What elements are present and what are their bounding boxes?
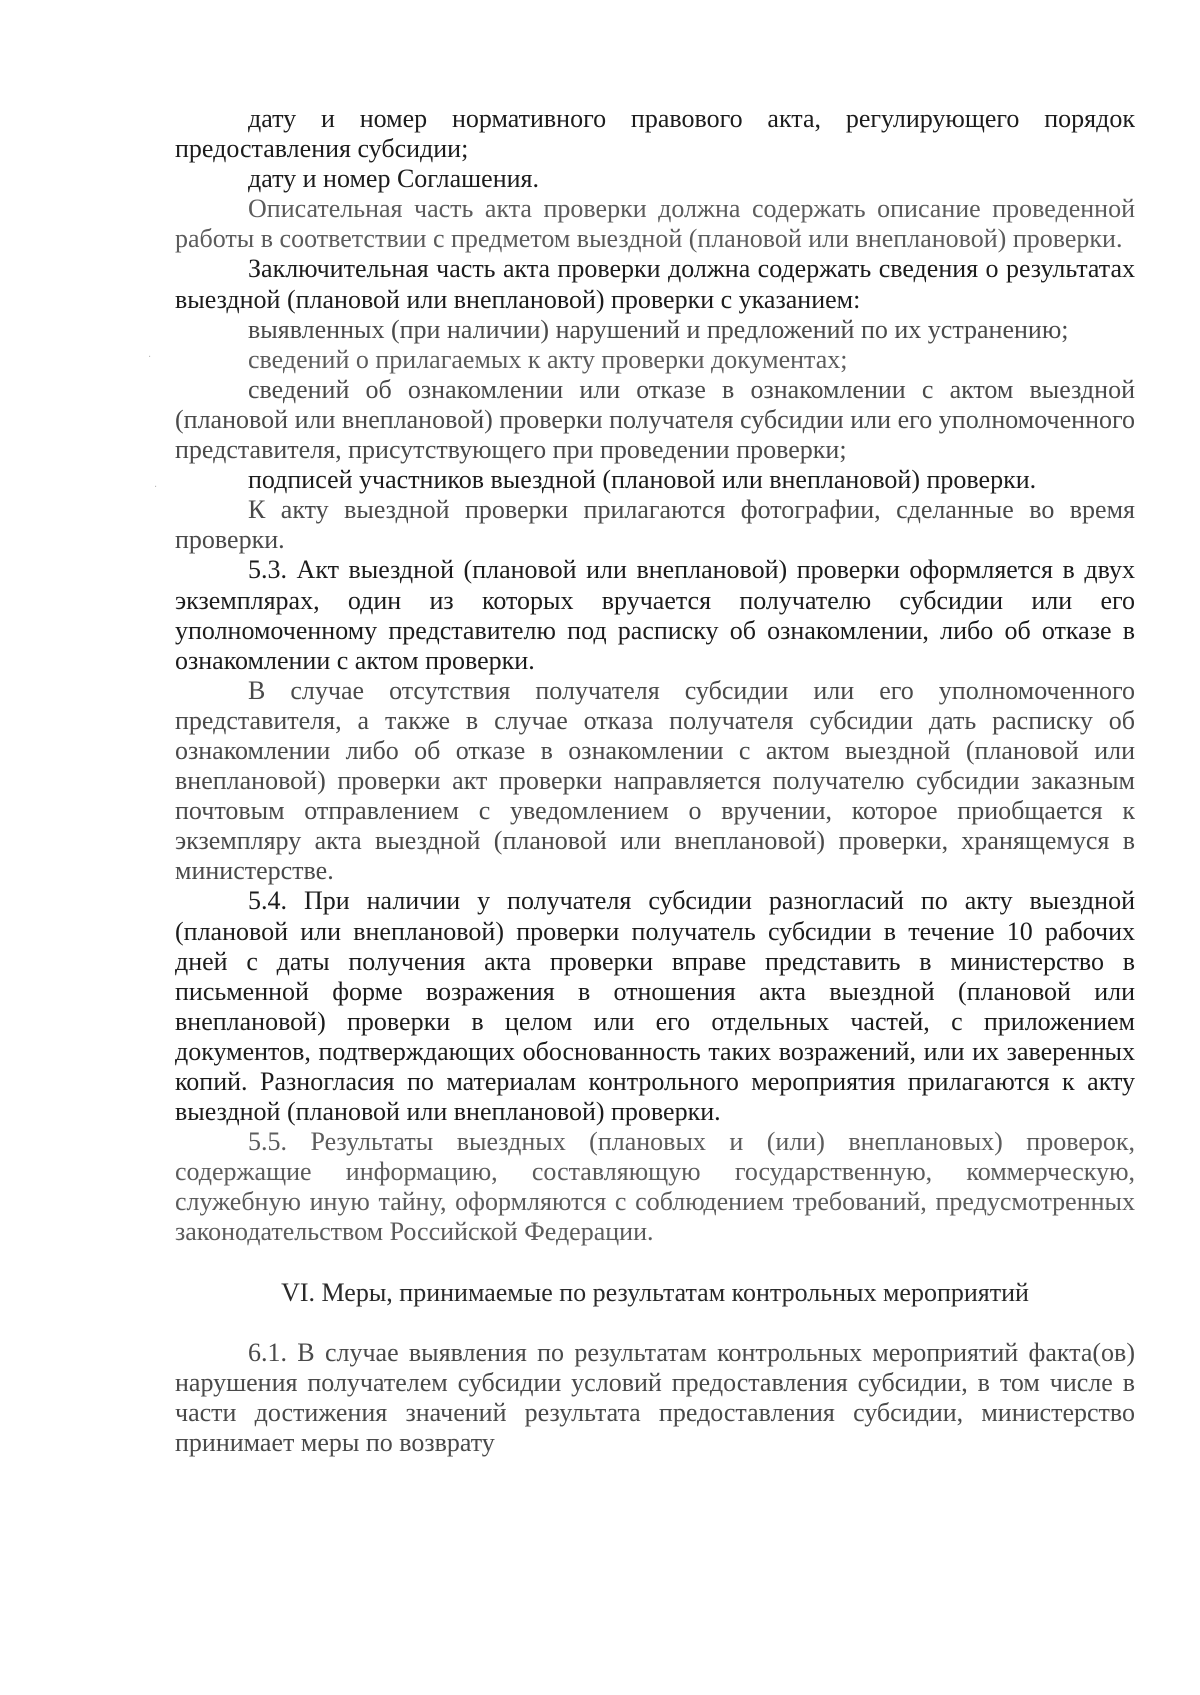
paragraph-violations: выявленных (при наличии) нарушений и предложений по их устранению; <box>248 314 1069 344</box>
paragraph-5-4: 5.4. При наличии у получателя субсидии разногласий по акту выездной (плановой или внеплановой) проверки получатель субсидии в течение 10 рабочих дней с даты получения акта проверки вправе представить в министерство в письменной форме возражения в отношения акта выездной (плановой или внеплановой) проверки в целом или его отдельных частей, с приложением документов, подтверждающих обоснованность таких возражений, или их заверенных копий. Разногласия по материалам контрольного мероприятия прилагаются к акту выездной (плановой или внеплановой) проверки. <box>175 886 1135 1127</box>
paragraph-5-3: 5.3. Акт выездной (плановой или внеплановой) проверки оформляется в двух экземплярах, один из которых вручается получателю субсидии или его уполномоченному представителю под расписку об ознакомлении, либо об отказе в ознакомлении с актом проверки. <box>175 555 1135 675</box>
scan-speck: · <box>148 352 152 363</box>
paragraph-act-date-number: дату и номер нормативного правового акта, регулирующего порядок предоставления субсидии; <box>175 104 1135 164</box>
document-body <box>175 104 1135 1458</box>
paragraph-descriptive-part: Описательная часть акта проверки должна содержать описание проведенной работы в соответствии с предметом выездной (плановой или внеплановой) проверки. <box>175 194 1135 254</box>
paragraph-attached-documents: сведений о прилагаемых к акту проверки документах; <box>248 344 848 374</box>
paragraph-6-1: 6.1. В случае выявления по результатам контрольных мероприятий факта(ов) нарушения получателем субсидии условий предоставления субсидии, в том числе в части достижения значений результата предоставления субсидии, министерство принимает меры по возврату <box>175 1337 1135 1457</box>
paragraph-photos: К акту выездной проверки прилагаются фотографии, сделанные во время проверки. <box>175 495 1135 555</box>
section-heading: VI. Меры, принимаемые по результатам контрольных мероприятий <box>281 1277 1029 1307</box>
paragraph-absence-case: В случае отсутствия получателя субсидии или его уполномоченного представителя, а также в случае отказа получателя субсидии дать расписку об ознакомлении либо об отказе в ознакомлении с актом выездной (плановой или внеплановой) проверки акт проверки направляется получателю субсидии заказным почтовым отправлением с уведомлением о вручении, которое приобщается к экземпляру акта выездной (плановой или внеплановой) проверки, хранящемуся в министерстве. <box>175 675 1135 886</box>
paragraph-agreement-date: дату и номер Соглашения. <box>248 164 539 194</box>
paragraph-signatures: подписей участников выездной (плановой или внеплановой) проверки. <box>248 465 1037 495</box>
paragraph-acquaintance: сведений об ознакомлении или отказе в ознакомлении с актом выездной (плановой или внеплановой) проверки получателя субсидии или его уполномоченного представителя, присутствующего при проведении проверки; <box>175 374 1135 465</box>
scan-speck: · <box>154 482 158 493</box>
paragraph-final-part: Заключительная часть акта проверки должна содержать сведения о результатах выездной (плановой или внеплановой) проверки с указанием: <box>175 254 1135 314</box>
paragraph-5-5: 5.5. Результаты выездных (плановых и (или) внеплановых) проверок, содержащие информацию, составляющую государственную, коммерческую, служебную иную тайну, оформляются с соблюдением требований, предусмотренных законодательством Российской Федерации. <box>175 1127 1135 1247</box>
